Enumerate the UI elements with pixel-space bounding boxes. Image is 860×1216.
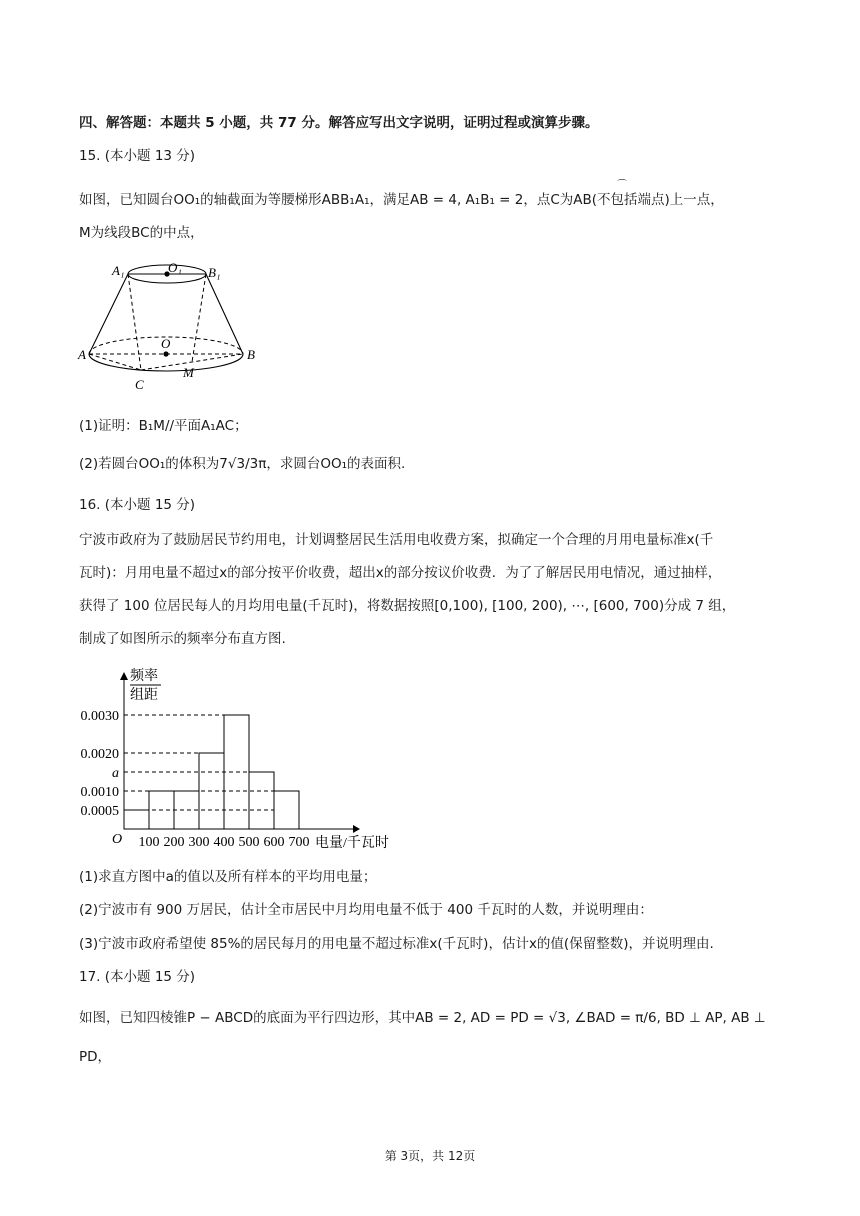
edge-b1b xyxy=(206,274,243,354)
edge-a1a xyxy=(89,274,128,354)
x-tick-label: 300 xyxy=(188,835,210,850)
x-tick-label: 500 xyxy=(238,835,260,850)
y-tick-label: 0.0020 xyxy=(80,747,119,762)
q17-title: 17. (本小题 15 分) xyxy=(79,969,196,985)
q16-stem-line4: 制成了如图所示的频率分布直方图. xyxy=(79,631,286,647)
label-c: C xyxy=(135,377,144,392)
origin-label: O xyxy=(112,832,123,847)
x-tick-label: 100 xyxy=(138,835,160,850)
q16-part2: (2)宁波市有 900 万居民，估计全市居民中月均用电量不低于 400 千瓦时的人数，并说明理由： xyxy=(79,902,653,918)
x-tick-label: 700 xyxy=(288,835,310,850)
label-b1: B₁ xyxy=(208,265,221,280)
x-tick-label: 400 xyxy=(213,835,235,850)
y-tick-label: 0.0010 xyxy=(80,785,119,800)
section-header: 四、解答题：本题共 5 小题，共 77 分。解答应写出文字说明，证明过程或演算步骤。 xyxy=(79,115,599,131)
y-tick-label: a xyxy=(112,766,119,781)
segment-a1c xyxy=(128,274,141,370)
label-a: A xyxy=(78,347,86,362)
label-a1: A₁ xyxy=(112,263,125,278)
q16-part1: (1)求直方图中a的值以及所有样本的平均用电量； xyxy=(79,869,377,885)
histogram-bar xyxy=(249,772,274,829)
y-tick-label: 0.0030 xyxy=(80,709,119,724)
frustum-figure xyxy=(75,255,275,400)
label-o1: O₁ xyxy=(168,260,182,275)
q15-part2: (2)若圆台OO₁的体积为7√3/3π，求圆台OO₁的表面积. xyxy=(79,456,406,472)
label-b: B xyxy=(247,347,255,362)
histogram-bar xyxy=(124,810,149,829)
segment-b1m xyxy=(192,274,206,362)
q15-stem-line2: M为线段BC的中点， xyxy=(79,225,204,241)
y-tick-label: 0.0005 xyxy=(80,804,119,819)
y-label-top: 频率 xyxy=(130,669,158,684)
x-tick-label: 200 xyxy=(163,835,185,850)
y-axis-arrow xyxy=(120,672,128,680)
point-o xyxy=(163,351,168,356)
x-axis-arrow xyxy=(353,825,360,833)
q17-stem-line1: 如图，已知四棱锥P − ABCD的底面为平行四边形，其中AB = 2, AD = PD = √3, ∠BAD = π/6, BD ⊥ AP, AB ⊥ xyxy=(79,1010,766,1026)
x-tick-label: 600 xyxy=(263,835,285,850)
label-m: M xyxy=(183,365,194,380)
histogram-bar xyxy=(274,791,299,829)
q15-part1: (1)证明：B₁M//平面A₁AC； xyxy=(79,418,248,434)
q17-stem-line2: PD， xyxy=(79,1049,112,1065)
q16-stem-line3: 获得了 100 位居民每人的月均用电量(千瓦时)，将数据按照[0,100), [100, 200), ⋯, [600, 700)分成 7 组， xyxy=(79,598,736,614)
label-o: O xyxy=(161,336,171,351)
q16-stem-line1: 宁波市政府为了鼓励居民节约用电，计划调整居民生活用电收费方案，拟确定一个合理的月用电量标准x(千 xyxy=(79,532,714,548)
x-axis-label: 电量/千瓦时 xyxy=(315,836,389,851)
page-footer: 第 3页，共 12页 xyxy=(384,1149,476,1163)
arc-mark: ⌒ xyxy=(617,180,627,191)
q15-title: 15. (本小题 13 分) xyxy=(79,148,196,164)
frequency-histogram xyxy=(75,662,420,857)
q15-stem-line1: 如图，已知圆台OO₁的轴截面为等腰梯形ABB₁A₁，满足AB = 4, A₁B₁ = 2，点C为AB(不包括端点)上一点， xyxy=(79,192,724,208)
q16-stem-line2: 瓦时)：月用电量不超过x的部分按平价收费，超出x的部分按议价收费．为了了解居民用电情况，通过抽样， xyxy=(79,565,722,581)
q16-part3: (3)宁波市政府希望使 85%的居民每月的用电量不超过标准x(千瓦时)，估计x的值(保留整数)，并说明理由. xyxy=(79,936,714,952)
q16-title: 16. (本小题 15 分) xyxy=(79,497,196,513)
y-label-bottom: 组距 xyxy=(130,688,158,703)
